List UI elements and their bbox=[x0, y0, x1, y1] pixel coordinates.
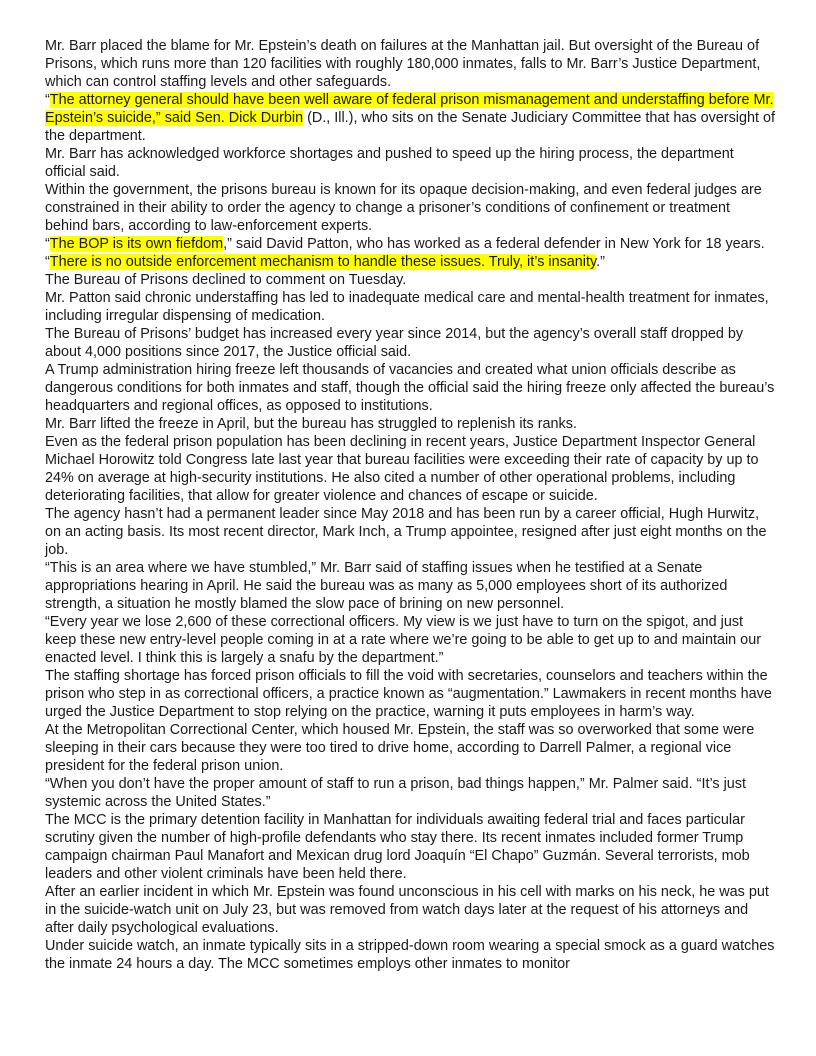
paragraph-text: Mr. Barr has acknowledged workforce shortages and pushed to speed up the hiring process, the department official said. bbox=[45, 146, 734, 180]
paragraph-text: Mr. Barr placed the blame for Mr. Epstein’s death on failures at the Manhattan jail. But oversight of the Bureau of Prisons, which runs more than 120 facilities with roughly 180,000 inmates, falls to Mr. Barr’s Justice Department, which can control staffing levels and other safeguards. bbox=[45, 38, 761, 90]
paragraph-text: “Every year we lose 2,600 of these correctional officers. My view is we just have to turn on the spigot, and just keep these new entry-level people coming in at a rate where we’re going to be able to get up to and maintain our enacted level. I think this is largely a snafu by the department.” bbox=[45, 614, 761, 666]
paragraph-text: “ bbox=[45, 92, 50, 108]
article-paragraph bbox=[45, 361, 775, 415]
article-paragraph bbox=[45, 559, 775, 613]
article-paragraph bbox=[45, 37, 775, 91]
paragraph-text: Even as the federal prison population has been declining in recent years, Justice Department Inspector General Michael Horowitz told Congress late last year that bureau facilities were exceeding their rate of capacity by up to 24% on average at high-security institutions. He also cited a number of other operational problems, including deteriorating facilities, that allow for greater violence and chances of escape or suicide. bbox=[45, 434, 759, 504]
article-paragraph bbox=[45, 811, 775, 883]
paragraph-text: A Trump administration hiring freeze left thousands of vacancies and created what union officials describe as dangerous conditions for both inmates and staff, though the official said the hiring freeze only affected the bureau’s headquarters and regional offices, as opposed to institutions. bbox=[45, 362, 775, 414]
article-paragraph bbox=[45, 289, 775, 325]
paragraph-text: “ bbox=[45, 236, 50, 252]
highlighted-text: The attorney general should have been well aware of federal prison mismanagement and understaffing before Mr. Epstein’s suicide,” said Sen. Dick Durbin bbox=[45, 92, 774, 126]
article-paragraph bbox=[45, 181, 775, 235]
paragraph-text: The Bureau of Prisons declined to comment on Tuesday. bbox=[45, 272, 407, 288]
article-paragraph bbox=[45, 91, 775, 145]
article-paragraph bbox=[45, 721, 775, 775]
highlighted-text: The BOP is its own fiefdom bbox=[49, 236, 224, 252]
article-paragraph bbox=[45, 415, 775, 433]
article-paragraph bbox=[45, 883, 775, 937]
article-paragraph bbox=[45, 667, 775, 721]
paragraph-text: Mr. Patton said chronic understaffing has led to inadequate medical care and mental-health treatment for inmates, including irregular dispensing of medication. bbox=[45, 290, 769, 324]
paragraph-text: After an earlier incident in which Mr. Epstein was found unconscious in his cell with marks on his neck, he was put in the suicide-watch unit on July 23, but was removed from watch days later at the request of his attorneys and after daily psychological evaluations. bbox=[45, 884, 769, 936]
document-body bbox=[45, 37, 775, 973]
article-paragraph bbox=[45, 505, 775, 559]
paragraph-text: The agency hasn’t had a permanent leader since May 2018 and has been run by a career official, Hugh Hurwitz, on an acting basis. Its most recent director, Mark Inch, a Trump appointee, resigned after just eight months on the job. bbox=[45, 506, 767, 558]
paragraph-text: Under suicide watch, an inmate typically sits in a stripped-down room wearing a special smock as a guard watches the inmate 24 hours a day. The MCC sometimes employs other inmates to monitor bbox=[45, 938, 775, 972]
paragraph-text: The staffing shortage has forced prison officials to fill the void with secretaries, counselors and teachers within the prison who step in as correctional officers, a practice known as “augmentation.” Lawmakers in recent months have urged the Justice Department to stop relying on the practice, warning it puts employees in harm’s way. bbox=[45, 668, 772, 720]
paragraph-text: Mr. Barr lifted the freeze in April, but the bureau has struggled to replenish its ranks. bbox=[45, 416, 577, 432]
paragraph-text: The Bureau of Prisons’ budget has increased every year since 2014, but the agency’s overall staff dropped by about 4,000 positions since 2017, the Justice official said. bbox=[45, 326, 744, 360]
paragraph-text: The MCC is the primary detention facility in Manhattan for individuals awaiting federal trial and faces particular scrutiny given the number of high-profile defendants who stay there. Its recent inmates included former Trump campaign chairman Paul Manafort and Mexican drug lord Joaquín “El Chapo” Guzmán. Several terrorists, mob leaders and other violent criminals have been held there. bbox=[45, 812, 750, 882]
paragraph-text: (D., Ill.), who sits on the Senate Judiciary Committee that has oversight of the department. bbox=[45, 110, 775, 144]
article-paragraph bbox=[45, 235, 775, 271]
article-paragraph bbox=[45, 775, 775, 811]
highlighted-text: There is no outside enforcement mechanism to handle these issues. Truly, it’s insanity bbox=[49, 254, 597, 270]
paragraph-text: Within the government, the prisons bureau is known for its opaque decision-making, and even federal judges are constrained in their ability to order the agency to change a prisoner’s conditions of confinement or treatment behind bars, according to law-enforcement experts. bbox=[45, 182, 762, 234]
paragraph-text: “When you don’t have the proper amount of staff to run a prison, bad things happen,” Mr. Palmer said. “It’s just systemic across the United States.” bbox=[45, 776, 746, 810]
paragraph-text: .” bbox=[596, 254, 605, 270]
article-paragraph bbox=[45, 325, 775, 361]
paragraph-text: “This is an area where we have stumbled,” Mr. Barr said of staffing issues when he testified at a Senate appropriations hearing in April. He said the bureau was as many as 5,000 employees short of its authorized strength, a situation he mostly blamed the slow pace of brining on new personnel. bbox=[45, 560, 728, 612]
article-paragraph bbox=[45, 145, 775, 181]
article-paragraph bbox=[45, 937, 775, 973]
paragraph-text: At the Metropolitan Correctional Center, which housed Mr. Epstein, the staff was so overworked that some were sleeping in their cars because they were too tired to drive home, according to Darrell Palmer, a regional vice president for the federal prison union. bbox=[45, 722, 755, 774]
article-paragraph bbox=[45, 271, 775, 289]
article-paragraph bbox=[45, 613, 775, 667]
article-paragraph bbox=[45, 433, 775, 505]
paragraph-text: ,” said David Patton, who has worked as a federal defender in New York for 18 years. “ bbox=[45, 236, 765, 270]
